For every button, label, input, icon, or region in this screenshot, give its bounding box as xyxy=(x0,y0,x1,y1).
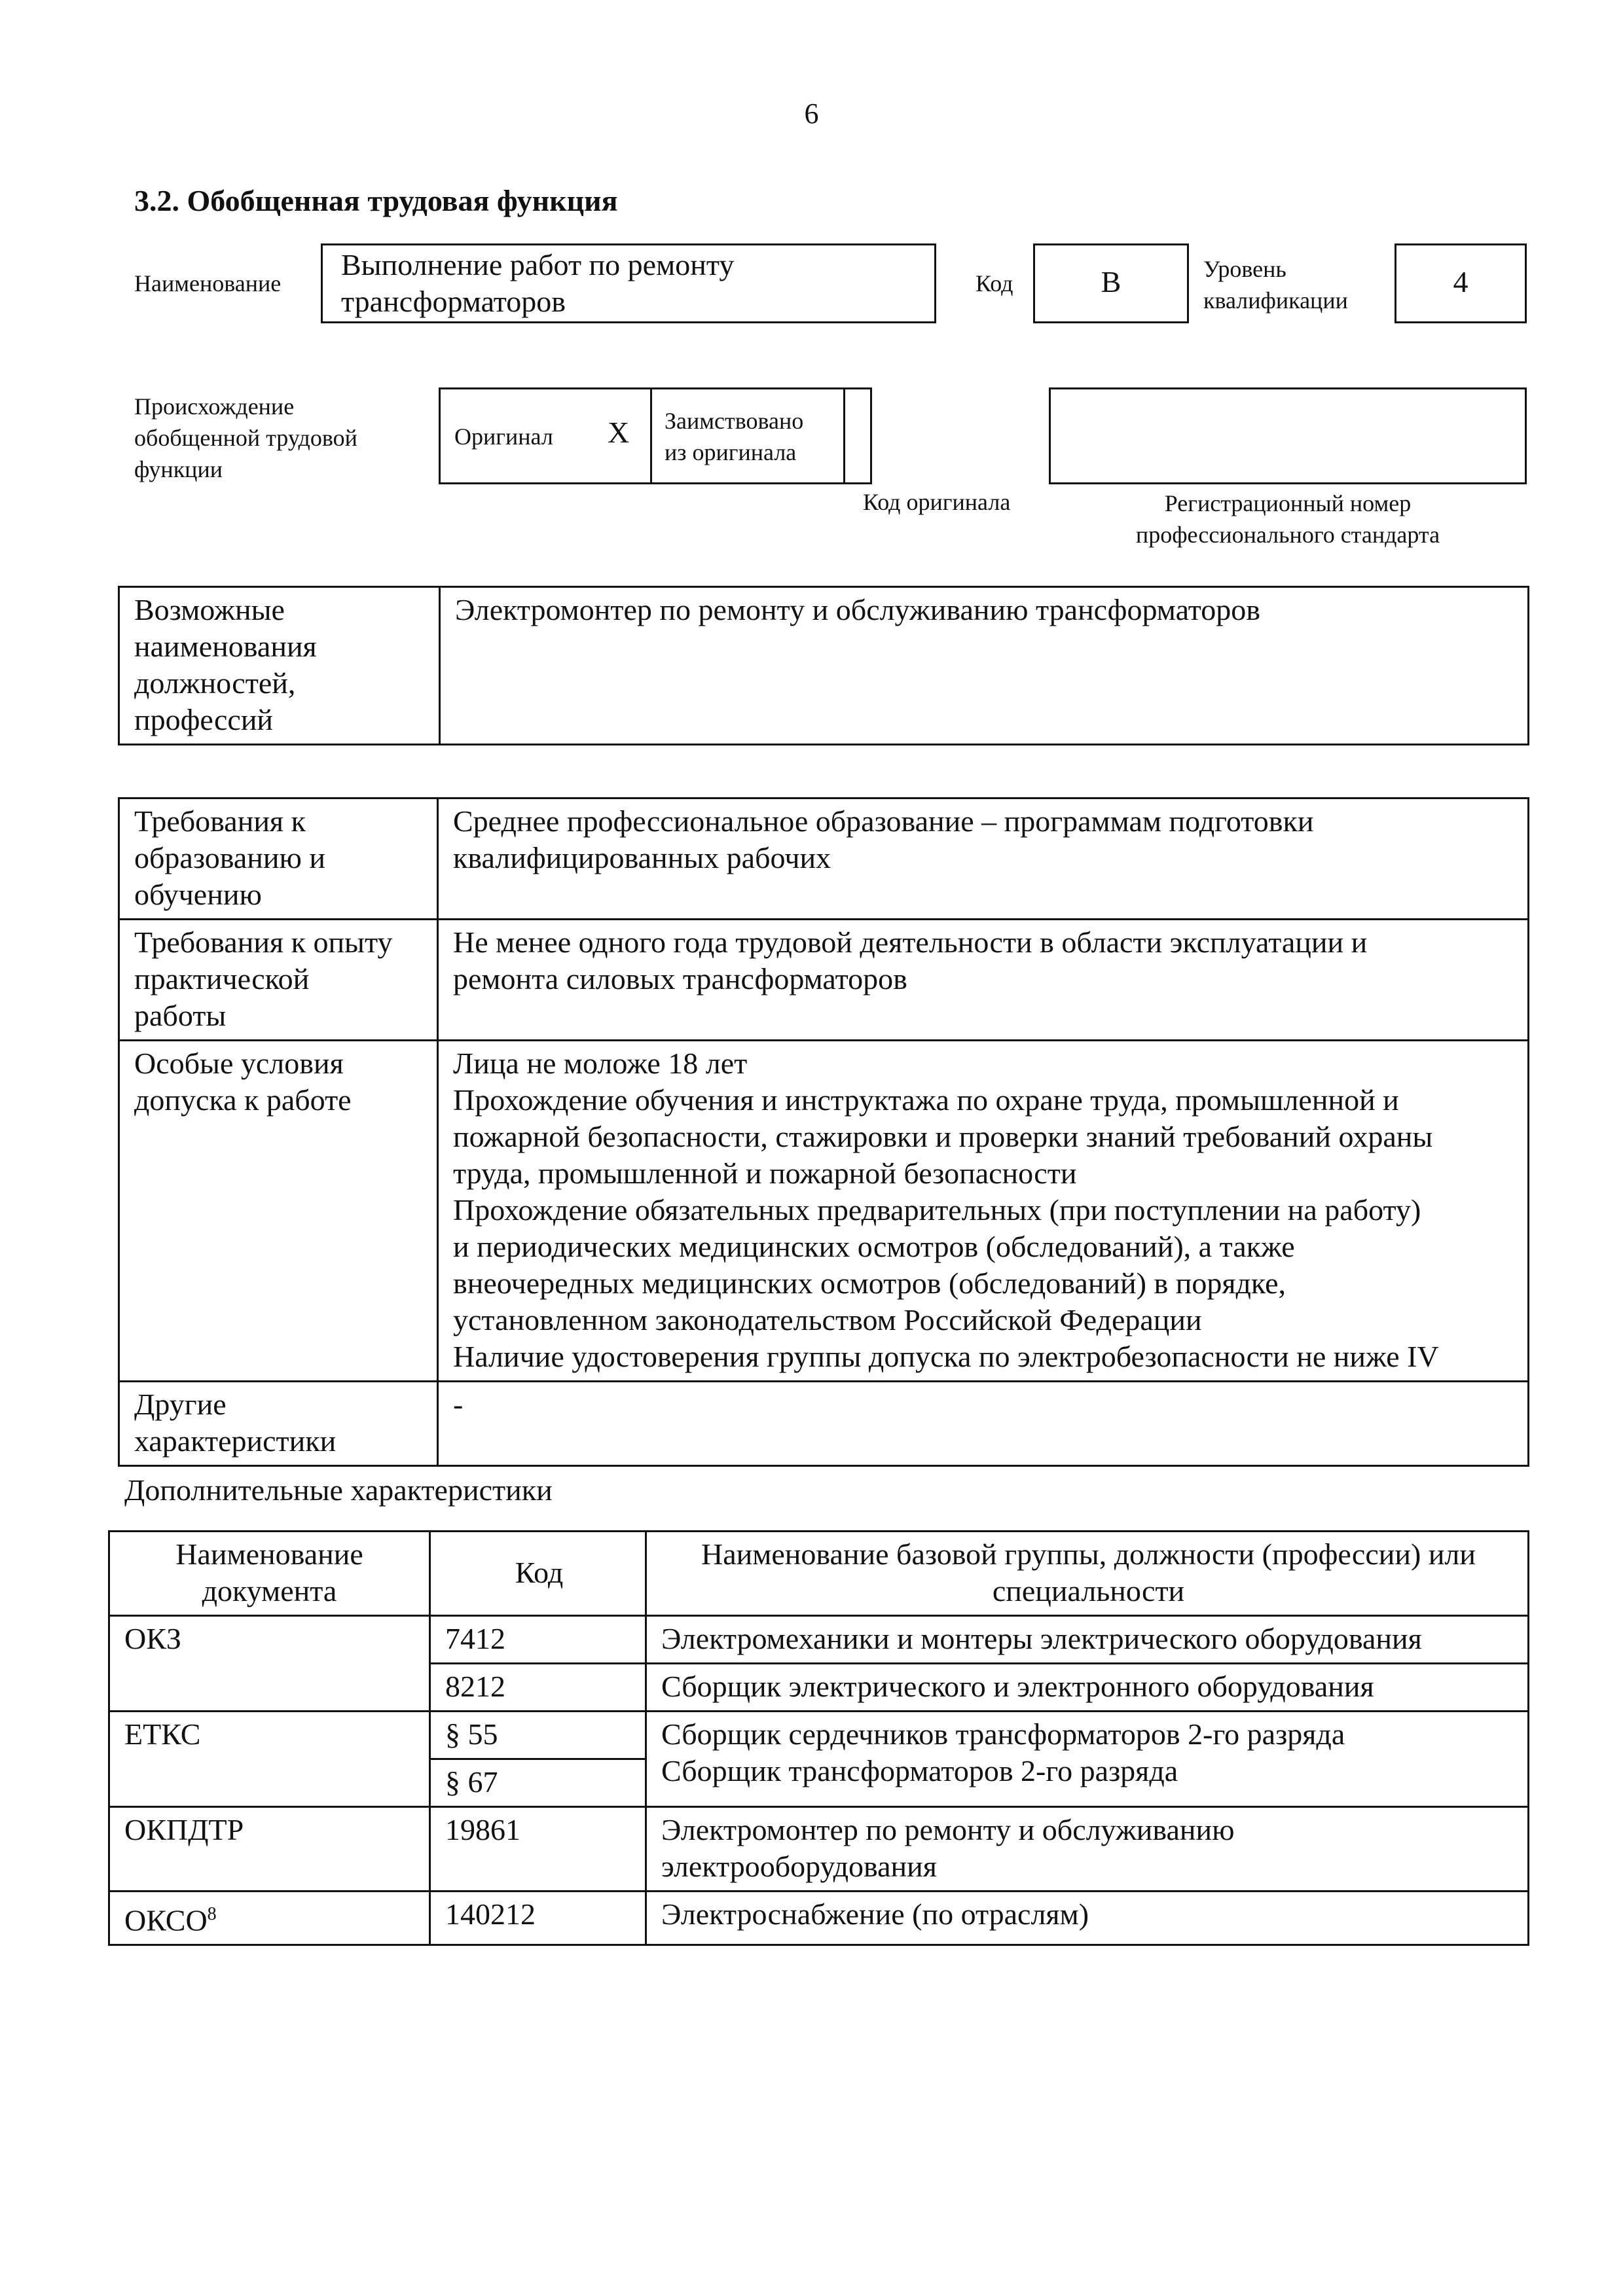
okz-code-1: 7412 xyxy=(445,1622,505,1655)
conditions-label-line1: Особые условия xyxy=(134,1047,344,1080)
education-label-line2: образованию и xyxy=(134,841,325,874)
table-row xyxy=(119,1041,1529,1382)
table-row xyxy=(109,1616,1529,1664)
etks-name-2: Сборщик трансформаторов 2-го разряда xyxy=(661,1754,1178,1787)
origin-label-line1: Происхождение xyxy=(134,393,295,420)
conditions-label-cell xyxy=(119,1041,438,1382)
original-label: Оригинал xyxy=(454,423,553,450)
positions-label-line1: Возможные xyxy=(134,593,285,626)
experience-label-line3: работы xyxy=(134,999,227,1032)
borrowed-line2: из оригинала xyxy=(665,439,797,465)
okpdtr-name-cell xyxy=(646,1807,1529,1892)
okpdtr-cell xyxy=(109,1807,430,1892)
education-value-cell xyxy=(438,798,1529,920)
conditions-line: установленном законодательством Российской Федерации xyxy=(453,1303,1202,1336)
col-doc-header-line1: Наименование xyxy=(175,1537,363,1571)
origin-label-line3: функции xyxy=(134,456,223,482)
other-label-line1: Другие xyxy=(134,1388,227,1421)
experience-label-cell xyxy=(119,920,438,1041)
positions-label-line4: профессий xyxy=(134,703,274,736)
okz-code-2-cell xyxy=(430,1664,646,1712)
education-value-line1: Среднее профессиональное образование – программам подготовки xyxy=(453,804,1314,838)
positions-label-cell xyxy=(119,587,440,745)
additional-table xyxy=(108,1530,1529,1946)
level-label-line1: Уровень xyxy=(1203,256,1286,282)
conditions-line: труда, промышленной и пожарной безопасности xyxy=(453,1157,1077,1190)
reg-number-box xyxy=(1049,387,1527,484)
col-name-header-line2: специальности xyxy=(992,1574,1185,1607)
original-code-caption: Код оригинала xyxy=(863,489,1011,515)
other-label-cell xyxy=(119,1382,438,1466)
code-value-box xyxy=(1033,243,1189,323)
level-value: 4 xyxy=(1453,265,1468,298)
level-label-line2: квалификации xyxy=(1203,287,1348,314)
col-name-header-line1: Наименование базовой группы, должности (профессии) или xyxy=(701,1537,1476,1571)
experience-value-cell xyxy=(438,920,1529,1041)
etks-code-1: § 55 xyxy=(445,1717,498,1751)
education-label-cell xyxy=(119,798,438,920)
okz-label: ОКЗ xyxy=(124,1622,181,1655)
table-row xyxy=(119,1382,1529,1466)
original-mark: X xyxy=(608,416,630,449)
experience-label-line2: практической xyxy=(134,962,310,996)
okpdtr-name-line2: электрооборудования xyxy=(661,1850,937,1883)
okz-code-1-cell xyxy=(430,1616,646,1664)
col-code-header-text: Код xyxy=(515,1556,564,1589)
experience-value-line1: Не менее одного года трудовой деятельности в области эксплуатации и xyxy=(453,925,1368,959)
etks-code-1-cell xyxy=(430,1712,646,1759)
origin-divider-2 xyxy=(843,387,845,484)
reg-number-caption-line1: Регистрационный номер xyxy=(1164,490,1412,516)
positions-value-cell xyxy=(440,587,1529,745)
col-doc-header-line2: документа xyxy=(202,1574,337,1607)
other-label-line2: характеристики xyxy=(134,1424,337,1458)
code-value: B xyxy=(1101,265,1122,298)
col-name-header xyxy=(646,1532,1529,1616)
origin-label-line2: обобщенной трудовой xyxy=(134,425,357,451)
education-label-line3: обучению xyxy=(134,878,262,911)
col-code-header xyxy=(430,1532,646,1616)
other-value: - xyxy=(453,1388,464,1421)
requirements-table xyxy=(118,797,1529,1467)
table-row xyxy=(109,1807,1529,1892)
table-row xyxy=(109,1712,1529,1759)
conditions-line: пожарной безопасности, стажировки и проверки знаний требований охраны xyxy=(453,1120,1433,1153)
okso-cell xyxy=(109,1892,430,1945)
borrowed-line1: Заимствовано xyxy=(665,408,804,434)
section-title: 3.2. Обобщенная трудовая функция xyxy=(134,184,618,217)
conditions-line: Лица не моложе 18 лет xyxy=(453,1047,748,1080)
col-doc-header xyxy=(109,1532,430,1616)
table-row xyxy=(119,798,1529,920)
okso-code: 140212 xyxy=(445,1897,536,1931)
experience-value-line2: ремонта силовых трансформаторов xyxy=(453,962,907,996)
education-label-line1: Требования к xyxy=(134,804,306,838)
etks-name-1: Сборщик сердечников трансформаторов 2-го разряда xyxy=(661,1717,1345,1751)
name-value-line1: Выполнение работ по ремонту xyxy=(341,248,735,281)
etks-cell xyxy=(109,1712,430,1807)
okz-name-2: Сборщик электрического и электронного оборудования xyxy=(661,1670,1374,1703)
positions-value: Электромонтер по ремонту и обслуживанию трансформаторов xyxy=(455,593,1261,626)
okso-name-cell xyxy=(646,1892,1529,1945)
okz-name-1-cell xyxy=(646,1616,1529,1664)
etks-names-cell xyxy=(646,1712,1529,1807)
conditions-line: Наличие удостоверения группы допуска по электробезопасности не ниже IV xyxy=(453,1340,1439,1373)
name-label: Наименование xyxy=(134,270,282,296)
table-row xyxy=(109,1892,1529,1945)
etks-label: ЕТКС xyxy=(124,1717,201,1751)
other-value-cell xyxy=(438,1382,1529,1466)
conditions-line: внеочередных медицинских осмотров (обследований) в порядке, xyxy=(453,1266,1286,1300)
additional-title: Дополнительные характеристики xyxy=(124,1473,553,1507)
okpdtr-code: 19861 xyxy=(445,1813,520,1846)
level-value-box xyxy=(1395,243,1527,323)
table-row xyxy=(109,1532,1529,1616)
okpdtr-label: ОКПДТР xyxy=(124,1813,244,1846)
conditions-line: и периодических медицинских осмотров (обследований), а также xyxy=(453,1230,1295,1263)
code-label: Код xyxy=(976,270,1013,296)
conditions-value-cell xyxy=(438,1041,1529,1382)
experience-label-line1: Требования к опыту xyxy=(134,925,393,959)
okpdtr-code-cell xyxy=(430,1807,646,1892)
okso-footnote: 8 xyxy=(207,1904,217,1924)
okso-code-cell xyxy=(430,1892,646,1945)
okz-cell xyxy=(109,1616,430,1712)
conditions-line: Прохождение обучения и инструктажа по охране труда, промышленной и xyxy=(453,1083,1399,1117)
conditions-line: Прохождение обязательных предварительных (при поступлении на работу) xyxy=(453,1193,1421,1227)
okz-code-2: 8212 xyxy=(445,1670,505,1703)
table-row xyxy=(119,920,1529,1041)
positions-label-line3: должностей, xyxy=(134,666,296,700)
okpdtr-name-line1: Электромонтер по ремонту и обслуживанию xyxy=(661,1813,1235,1846)
reg-number-caption-line2: профессионального стандарта xyxy=(1135,522,1440,548)
positions-label-line2: наименования xyxy=(134,630,317,663)
okso-label: ОКСО xyxy=(124,1903,208,1937)
okz-name-2-cell xyxy=(646,1664,1529,1712)
etks-code-2-cell xyxy=(430,1759,646,1807)
table-row xyxy=(119,587,1529,745)
name-value-line2: трансформаторов xyxy=(341,285,566,318)
origin-divider-1 xyxy=(650,387,652,484)
name-value-box xyxy=(321,243,936,323)
education-value-line2: квалифицированных рабочих xyxy=(453,841,831,874)
okso-name: Электроснабжение (по отраслям) xyxy=(661,1897,1089,1931)
conditions-label-line2: допуска к работе xyxy=(134,1083,352,1117)
okz-name-1: Электромеханики и монтеры электрического оборудования xyxy=(661,1622,1422,1655)
page-number: 6 xyxy=(804,98,819,130)
positions-table xyxy=(118,586,1529,745)
etks-code-2: § 67 xyxy=(445,1765,498,1799)
